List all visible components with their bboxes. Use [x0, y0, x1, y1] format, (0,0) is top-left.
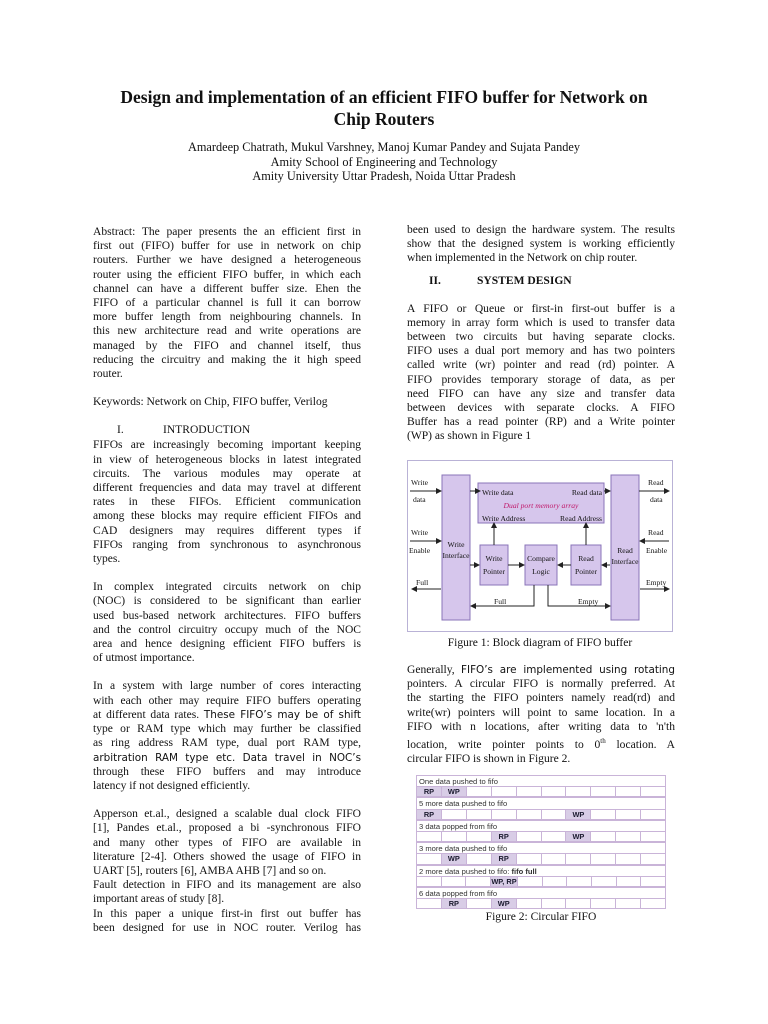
superscript: th	[600, 737, 606, 746]
fifo-step-text: 6 data popped from fifo	[419, 888, 498, 898]
text-line: (NOC) is considered to be significant than earlier	[93, 595, 361, 608]
paper-title	[90, 86, 678, 130]
fifo-step-text: 5 more data pushed to fifo	[419, 799, 508, 809]
text-fragment: location. A	[605, 738, 676, 751]
text-line: been designed for use in NOC router. Verilog has	[93, 921, 361, 934]
fifo-slot	[466, 877, 491, 886]
fifo-slot	[467, 787, 492, 796]
fifo-slot	[641, 810, 665, 819]
text-fragment: location, write pointer points to 0	[407, 738, 601, 751]
fifo-slot: WP	[492, 899, 517, 908]
keywords: Keywords: Network on Chip, FIFO buffer, Verilog	[93, 396, 328, 409]
text-line: and many other types of FIFO are available in	[93, 836, 361, 849]
text-line: type or RAM type which may further be classified	[93, 723, 361, 736]
fifo-slot	[492, 787, 517, 796]
text-line: types.	[93, 553, 121, 566]
title-line-1: Design and implementation of an efficient FIFO buffer for Network on	[120, 87, 648, 107]
fifo-slot	[641, 832, 665, 841]
fifo-step-text: One data pushed to fifo	[419, 777, 498, 786]
text-line: through these FIFO buffers and may introduce	[93, 765, 361, 778]
label-read-interface: Interface	[611, 557, 639, 566]
label-empty-bus: Empty	[578, 597, 599, 606]
fifo-slot	[467, 810, 492, 819]
label-write-pointer: Write	[485, 554, 503, 563]
abstract-line: channel can have a different buffer size. Ehen the	[93, 282, 361, 295]
fifo-slot: WP	[442, 854, 467, 863]
text-line: FIFO with n locations, after writing data to 'n'th	[407, 720, 675, 733]
fifo-slot	[616, 899, 641, 908]
text-line: Buffer has a read pointer (RP) and a Write pointer	[407, 416, 675, 429]
read-pointer-block	[571, 545, 601, 585]
label-read-data: Read	[648, 478, 664, 487]
fifo-slot	[442, 810, 467, 819]
text-line: different frequencies and data may travel at different	[93, 482, 361, 495]
fifo-step-text: 2 more data pushed to fifo:	[419, 866, 512, 876]
label-write-enable: Enable	[409, 546, 431, 555]
fifo-step-label	[416, 865, 666, 876]
fifo-step-label	[416, 775, 666, 786]
text-line: A FIFO or Queue or first-in first-out buffer is a	[407, 302, 675, 315]
text-line: write(wr) pointers will point to same location. In a	[407, 706, 675, 719]
fifo-slot	[517, 832, 542, 841]
text-line: in view of heterogeneous blocks in latest integrated	[93, 453, 361, 466]
label-write-data-port: Write data	[482, 488, 514, 497]
fifo-slot: RP	[442, 899, 467, 908]
text-line: pointers. A circular FIFO is normally preferred. At	[407, 678, 675, 691]
text-line: used bus-based network architectures. FIFO buffers	[93, 609, 361, 622]
fifo-slot	[517, 899, 542, 908]
text-line: and the control circuitry occupy much of the NOC	[93, 623, 361, 636]
label-compare-logic: Logic	[532, 567, 550, 576]
label-write-enable: Write	[411, 528, 428, 537]
label-read-enable: Enable	[646, 546, 668, 555]
text-fragment: FIFO’s are implemented using rotating	[461, 664, 675, 676]
fifo-slot	[591, 854, 616, 863]
fifo-slot	[467, 899, 492, 908]
label-read-address: Read Address	[560, 514, 602, 523]
label-memory-array: Dual port memory array	[503, 501, 579, 510]
fifo-slot	[517, 787, 542, 796]
fifo-slot: WP	[566, 832, 591, 841]
text-line: literature [2-4]. Others showed the usage of FIFO in	[93, 850, 361, 863]
text-line	[407, 734, 675, 752]
text-fragment: These FIFO’s may be of shift	[203, 708, 361, 721]
figure-1-block-diagram	[407, 460, 673, 632]
section-title: INTRODUCTION	[163, 424, 251, 437]
label-empty-out: Empty	[646, 578, 667, 587]
abstract-line: FIFO of a particular channel is full it can borrow	[93, 297, 361, 310]
author-block	[90, 140, 678, 184]
abstract-line: managed by the FIFO and channel itself, thus	[93, 339, 361, 352]
block-diagram-svg	[408, 461, 672, 631]
abstract-line: router.	[93, 368, 123, 381]
abstract-line: reducing the circuitry and making the it high speed	[93, 353, 361, 366]
label-read-data-port: Read data	[571, 488, 602, 497]
figure-1-caption: Figure 1: Block diagram of FIFO buffer	[447, 637, 633, 649]
text-line: FIFOs ranging from synchronous to asynchronous	[93, 538, 361, 551]
intro-paragraph-3	[93, 679, 361, 793]
text-line: the starting the FIFO pointers namely read(rd) and	[407, 692, 675, 705]
text-line: show that the designed system is working efficiently	[407, 238, 675, 251]
abstract-line: Abstract: The paper presents the an efficient first in	[93, 226, 361, 238]
fifo-slot-row	[416, 853, 666, 864]
fifo-step-text: 3 more data pushed to fifo	[419, 844, 508, 854]
section-title: SYSTEM DESIGN	[477, 274, 572, 287]
fifo-slot-row	[416, 786, 666, 797]
fifo-slot	[641, 899, 665, 908]
fifo-slot: RP	[492, 854, 517, 863]
label-write-address: Write Address	[482, 514, 526, 523]
fifo-slot-row	[416, 876, 666, 887]
fifo-slot	[566, 854, 591, 863]
label-full-out: Full	[416, 578, 429, 587]
section-number: I.	[117, 424, 124, 437]
label-write-interface: Interface	[442, 551, 470, 560]
section-heading-system-design	[407, 274, 675, 290]
fifo-slot	[517, 810, 542, 819]
abstract	[93, 225, 361, 381]
fifo-slot	[518, 877, 543, 886]
fifo-slot: RP	[492, 832, 517, 841]
continuation-paragraph	[407, 223, 675, 266]
section-number: II.	[429, 274, 441, 287]
text-line: UART [5], routers [6], AMBA AHB [7] and so on.	[93, 864, 327, 877]
label-read-interface: Read	[617, 546, 633, 555]
fifo-slot	[641, 854, 665, 863]
text-line: Apperson et.al., designed a scalable dual clock FIFO	[93, 808, 361, 821]
text-line	[93, 708, 361, 722]
intro-paragraph-5	[93, 907, 361, 935]
fifo-slot	[417, 877, 442, 886]
text-line: of utmost importance.	[93, 652, 195, 665]
intro-paragraph-4	[93, 807, 361, 906]
text-line: area and hence designing efficient FIFO buffers is	[93, 638, 361, 651]
label-read-data: data	[650, 495, 663, 504]
fifo-step-label	[416, 820, 666, 831]
fifo-slot	[591, 832, 616, 841]
fifo-slot-row	[416, 831, 666, 842]
fifo-slot	[616, 787, 641, 796]
author-names: Amardeep Chatrath, Mukul Varshney, Manoj Kumar Pandey and Sujata Pandey	[187, 140, 581, 154]
text-line: In a system with large number of cores interacting	[93, 680, 361, 693]
fifo-step-label	[416, 797, 666, 808]
text-fragment: Generally,	[407, 664, 462, 676]
intro-paragraph-1	[93, 438, 361, 566]
compare-logic-block	[525, 545, 557, 585]
fifo-slot-row	[416, 809, 666, 820]
design-paragraph-2	[407, 663, 675, 766]
text-line: latency if not designed efficiently.	[93, 779, 251, 792]
fifo-slot	[442, 877, 467, 886]
text-line: Fault detection in FIFO and its management are also	[93, 879, 361, 892]
text-line: (WP) as shown in Figure 1	[407, 430, 532, 443]
text-line: CAD designers may requires different types if	[93, 524, 361, 537]
label-read-enable: Read	[648, 528, 664, 537]
section-heading-introduction	[93, 423, 361, 438]
text-line: FIFO uses a dual port memory and has two pointers	[407, 345, 675, 358]
fifo-slot: RP	[417, 787, 442, 796]
text-line: rates in these FIFOs. Efficient communication	[93, 496, 361, 509]
fifo-slot	[641, 787, 665, 796]
fifo-slot	[542, 899, 567, 908]
fifo-step-status: fifo full	[511, 866, 537, 876]
fifo-slot	[567, 877, 592, 886]
label-write-data: data	[413, 495, 426, 504]
fifo-slot	[591, 810, 616, 819]
abstract-line: router using the efficient FIFO buffer, in which each	[93, 268, 361, 281]
fifo-slot	[592, 877, 617, 886]
fifo-slot	[616, 810, 641, 819]
figure-2-circular-fifo	[416, 775, 666, 909]
abstract-line: this new architecture read and write operations are	[93, 325, 361, 338]
text-line: with each other may require FIFO buffers operating	[93, 694, 361, 707]
fifo-slot	[641, 877, 665, 886]
fifo-slot	[542, 832, 567, 841]
fifo-slot	[591, 899, 616, 908]
write-pointer-block	[480, 545, 508, 585]
text-line: when implemented in the Network on chip router.	[407, 252, 638, 265]
intro-paragraph-2	[93, 580, 361, 665]
fifo-slot	[542, 787, 567, 796]
affiliation-university: Amity University Uttar Pradesh, Noida Uttar Pradesh	[252, 169, 516, 183]
text-line: [1], Pandes et.al., proposed a bi -synchronous FIFO	[93, 822, 361, 835]
fifo-slot: WP, RP	[491, 876, 517, 886]
label-compare-logic: Compare	[527, 554, 555, 563]
fifo-slot	[542, 810, 567, 819]
abstract-line: more buffer length from neighbouring channels. In	[93, 311, 361, 324]
fifo-slot: WP	[566, 810, 591, 819]
fifo-slot	[417, 899, 442, 908]
abstract-line: first out (FIFO) buffer for use in network on chip	[93, 240, 361, 253]
label-write-data: Write	[411, 478, 428, 487]
fifo-step-label	[416, 842, 666, 853]
fifo-slot	[566, 787, 591, 796]
fifo-slot: RP	[417, 810, 442, 819]
text-line: circuits. The various modules may operate at	[93, 467, 361, 480]
text-line: In this paper a unique first-in first out buffer has	[93, 907, 361, 920]
text-line: FIFO provides temporary storage of data, as per	[407, 373, 675, 386]
abstract-line: routers. Further we have designed a heterogeneous	[93, 254, 361, 267]
text-line: called write (wr) pointer and read (rd) pointer. A	[407, 359, 675, 372]
text-line: FIFOs are increasingly becoming important keeping	[93, 439, 361, 452]
text-line: between two circuits but having separate clocks.	[407, 331, 675, 344]
fifo-slot: WP	[442, 787, 467, 796]
label-full-bus: Full	[494, 597, 507, 606]
fifo-slot	[442, 832, 467, 841]
text-line: important areas of study [8].	[93, 893, 225, 906]
fifo-slot	[617, 877, 642, 886]
text-line: arbitration RAM type etc. Data travel in NOC’s	[93, 751, 361, 764]
text-fragment: at different data rates.	[93, 708, 204, 721]
fifo-step-label	[416, 887, 666, 898]
label-write-interface: Write	[447, 540, 465, 549]
text-line: circular FIFO is shown in Figure 2.	[407, 753, 571, 766]
figure-2-caption: Figure 2: Circular FIFO	[485, 911, 597, 923]
text-line	[407, 663, 675, 677]
label-write-pointer: Pointer	[483, 567, 505, 576]
label-read-pointer: Read	[578, 554, 594, 563]
fifo-slot	[517, 854, 542, 863]
text-line: need FIFO can have any size and transfer data	[407, 387, 675, 400]
label-read-pointer: Pointer	[575, 567, 597, 576]
text-line: among these blocks may require efficient FIFOs and	[93, 510, 361, 523]
text-line: between devices with separate clocks. A FIFO	[407, 402, 675, 415]
text-line: In complex integrated circuits network on chip	[93, 581, 361, 594]
text-line: as ring address RAM type, dual port RAM type,	[93, 737, 361, 750]
right-column	[407, 223, 675, 444]
text-line: been used to design the hardware system. The results	[407, 224, 675, 236]
title-line-2: Chip Routers	[333, 109, 435, 129]
fifo-slot	[417, 854, 442, 863]
affiliation-school: Amity School of Engineering and Technology	[270, 154, 498, 169]
fifo-slot	[417, 832, 442, 841]
fifo-slot-row	[416, 898, 666, 909]
fifo-slot	[467, 854, 492, 863]
fifo-slot	[467, 832, 492, 841]
design-paragraph-1	[407, 302, 675, 444]
fifo-step-text: 3 data popped from fifo	[419, 821, 498, 831]
fifo-slot	[616, 854, 641, 863]
fifo-slot	[591, 787, 616, 796]
fifo-slot	[543, 877, 568, 886]
fifo-slot	[566, 899, 591, 908]
fifo-slot	[616, 832, 641, 841]
text-line: memory in array form which is used to transfer data	[407, 316, 675, 329]
left-column	[93, 225, 361, 935]
fifo-slot	[492, 810, 517, 819]
fifo-slot	[542, 854, 567, 863]
